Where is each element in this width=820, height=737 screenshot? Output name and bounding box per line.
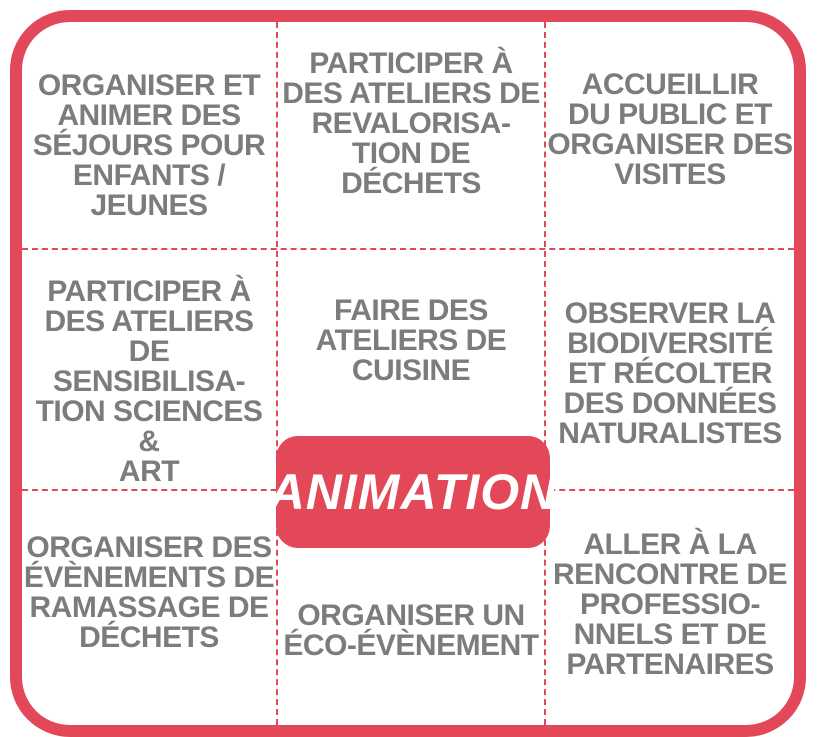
cell-text: PARTICIPER À DES ATELIERS DE REVALORISA- TION DE DÉCHETS: [282, 47, 540, 200]
cell-text: ORGANISER DES ÉVÈNEMENTS DE RAMASSAGE DE DÉCHETS: [23, 531, 275, 654]
cell-sejours-enfants: [22, 22, 276, 248]
cell-ateliers-cuisine: [278, 250, 544, 436]
cell-text: ORGANISER UN ÉCO-ÉVÈNEMENT: [283, 598, 539, 662]
cell-text: OBSERVER LA BIODIVERSITÉ ET RÉCOLTER DES DONNÉES NATURALISTES: [558, 296, 782, 450]
cell-accueillir-public: [546, 22, 794, 248]
cell-text: PARTICIPER À DES ATELIERS DE SENSIBILISA- TION SCIENCES & ART: [35, 274, 263, 488]
animation-badge: [268, 436, 558, 548]
cell-text: ALLER À LA RENCONTRE DE PROFESSIO- NNELS ET DE PARTENAIRES: [552, 528, 787, 681]
cell-ramassage-dechets: [22, 491, 276, 725]
cell-text: ORGANISER ET ANIMER DES SÉJOURS POUR ENFANTS / JEUNES: [32, 69, 266, 222]
cell-eco-evenement: [278, 548, 544, 725]
cell-biodiversite: [546, 250, 794, 489]
cell-ateliers-revalorisation: [278, 22, 544, 248]
cell-ateliers-sensibilisation: [22, 250, 276, 489]
cell-text: FAIRE DES ATELIERS DE CUISINE: [315, 294, 507, 387]
cell-rencontre-professionnels: [546, 491, 794, 725]
cell-text: ACCUEILLIR DU PUBLIC ET ORGANISER DES VISITES: [547, 68, 793, 191]
animation-badge-label: ANIMATION: [268, 464, 558, 520]
